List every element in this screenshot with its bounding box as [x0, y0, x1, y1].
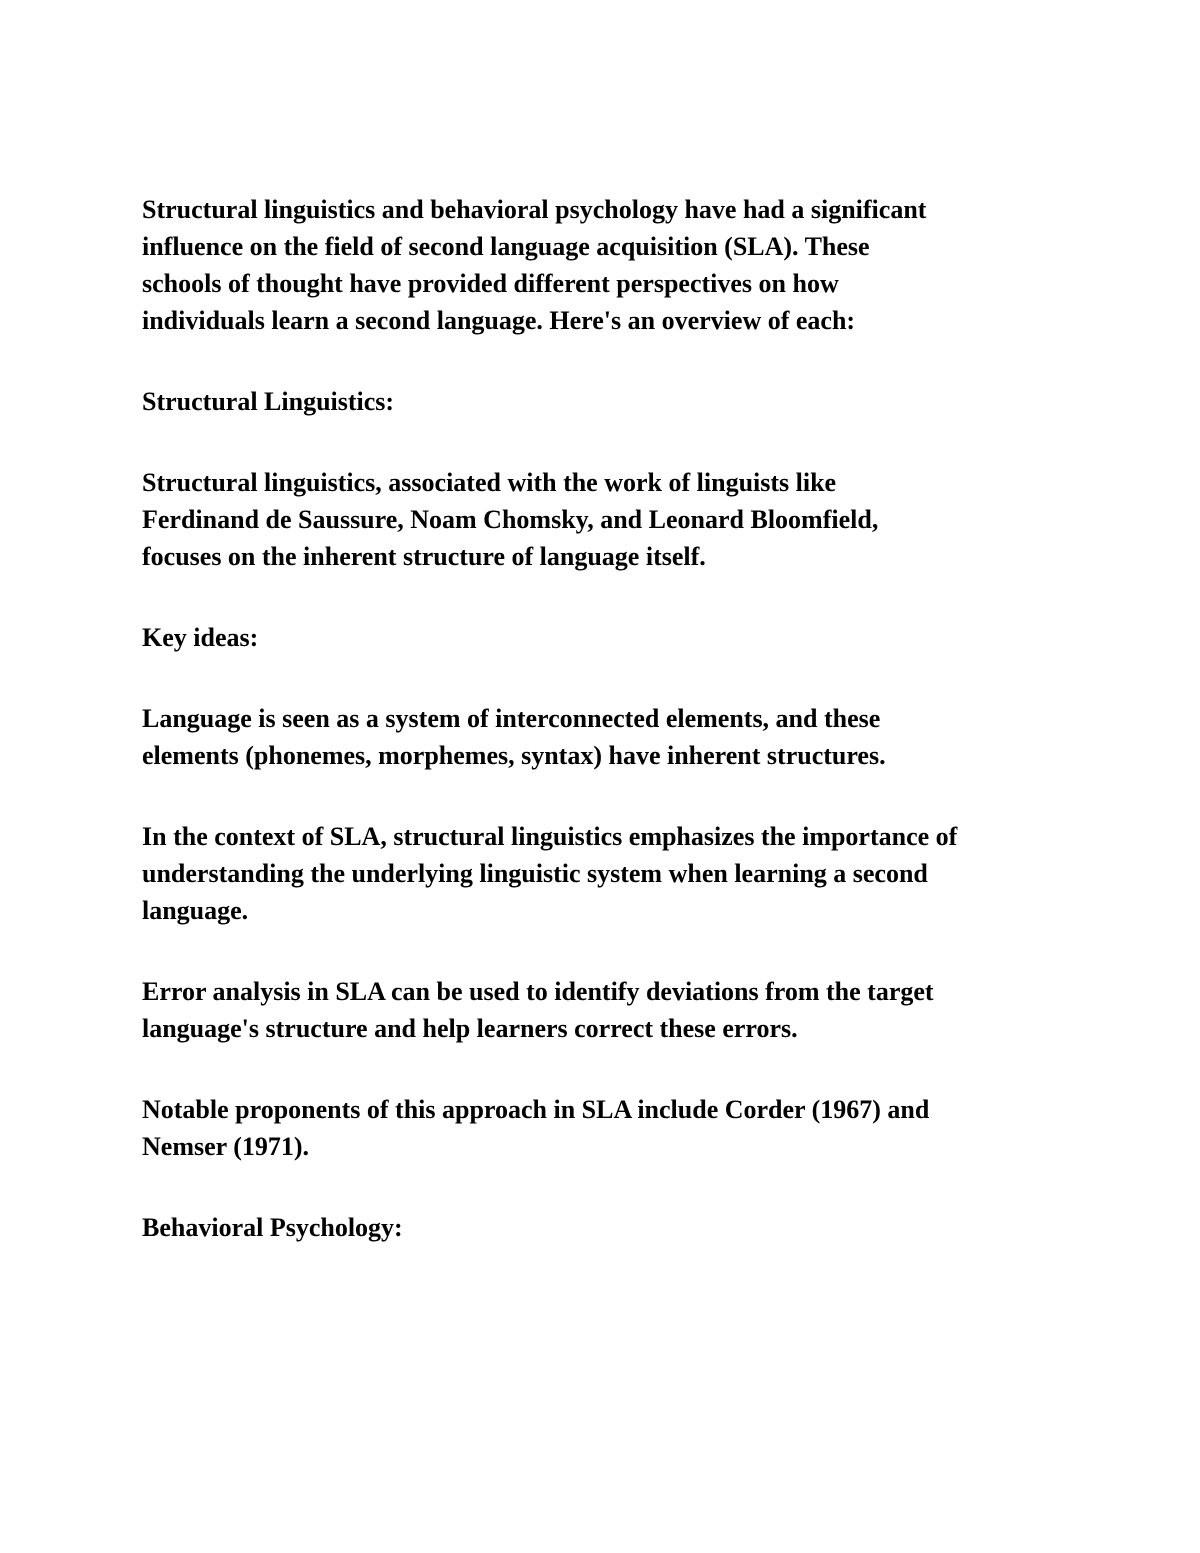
text-line: Structural linguistics and behavioral psychology have had a significant	[142, 195, 927, 224]
text-line: elements (phonemes, morphemes, syntax) have inherent structures.	[142, 741, 886, 770]
structural-description-paragraph	[142, 464, 1072, 575]
text-line: language's structure and help learners correct these errors.	[142, 1014, 798, 1043]
paragraph-spacer	[142, 339, 1072, 383]
heading-line: Key ideas:	[142, 623, 259, 652]
document-body	[142, 191, 1072, 1246]
text-line: focuses on the inherent structure of language itself.	[142, 542, 706, 571]
paragraph-spacer	[142, 929, 1072, 973]
text-line: Error analysis in SLA can be used to identify deviations from the target	[142, 977, 934, 1006]
behavioral-psychology-heading	[142, 1209, 1072, 1246]
text-line: schools of thought have provided different perspectives on how	[142, 269, 839, 298]
text-line: individuals learn a second language. Here's an overview of each:	[142, 306, 856, 335]
text-line: Nemser (1971).	[142, 1132, 310, 1161]
key-idea-paragraph-1	[142, 700, 1072, 774]
structural-linguistics-heading	[142, 383, 1072, 420]
paragraph-spacer	[142, 1165, 1072, 1209]
text-line: Language is seen as a system of interconnected elements, and these	[142, 704, 881, 733]
text-line: Notable proponents of this approach in SLA include Corder (1967) and	[142, 1095, 930, 1124]
text-line: In the context of SLA, structural linguistics emphasizes the importance of	[142, 822, 958, 851]
heading-line: Behavioral Psychology:	[142, 1213, 403, 1242]
paragraph-spacer	[142, 575, 1072, 619]
text-line: understanding the underlying linguistic system when learning a second	[142, 859, 928, 888]
key-idea-paragraph-3	[142, 973, 1072, 1047]
paragraph-spacer	[142, 1047, 1072, 1091]
intro-paragraph	[142, 191, 1072, 339]
paragraph-spacer	[142, 420, 1072, 464]
key-ideas-heading	[142, 619, 1072, 656]
heading-line: Structural Linguistics:	[142, 387, 395, 416]
text-line: influence on the field of second language acquisition (SLA). These	[142, 232, 870, 261]
text-line: Ferdinand de Saussure, Noam Chomsky, and Leonard Bloomfield,	[142, 505, 879, 534]
text-line: language.	[142, 896, 249, 925]
key-idea-paragraph-2	[142, 818, 1072, 929]
paragraph-spacer	[142, 656, 1072, 700]
paragraph-spacer	[142, 774, 1072, 818]
key-idea-paragraph-4	[142, 1091, 1072, 1165]
text-line: Structural linguistics, associated with the work of linguists like	[142, 468, 837, 497]
